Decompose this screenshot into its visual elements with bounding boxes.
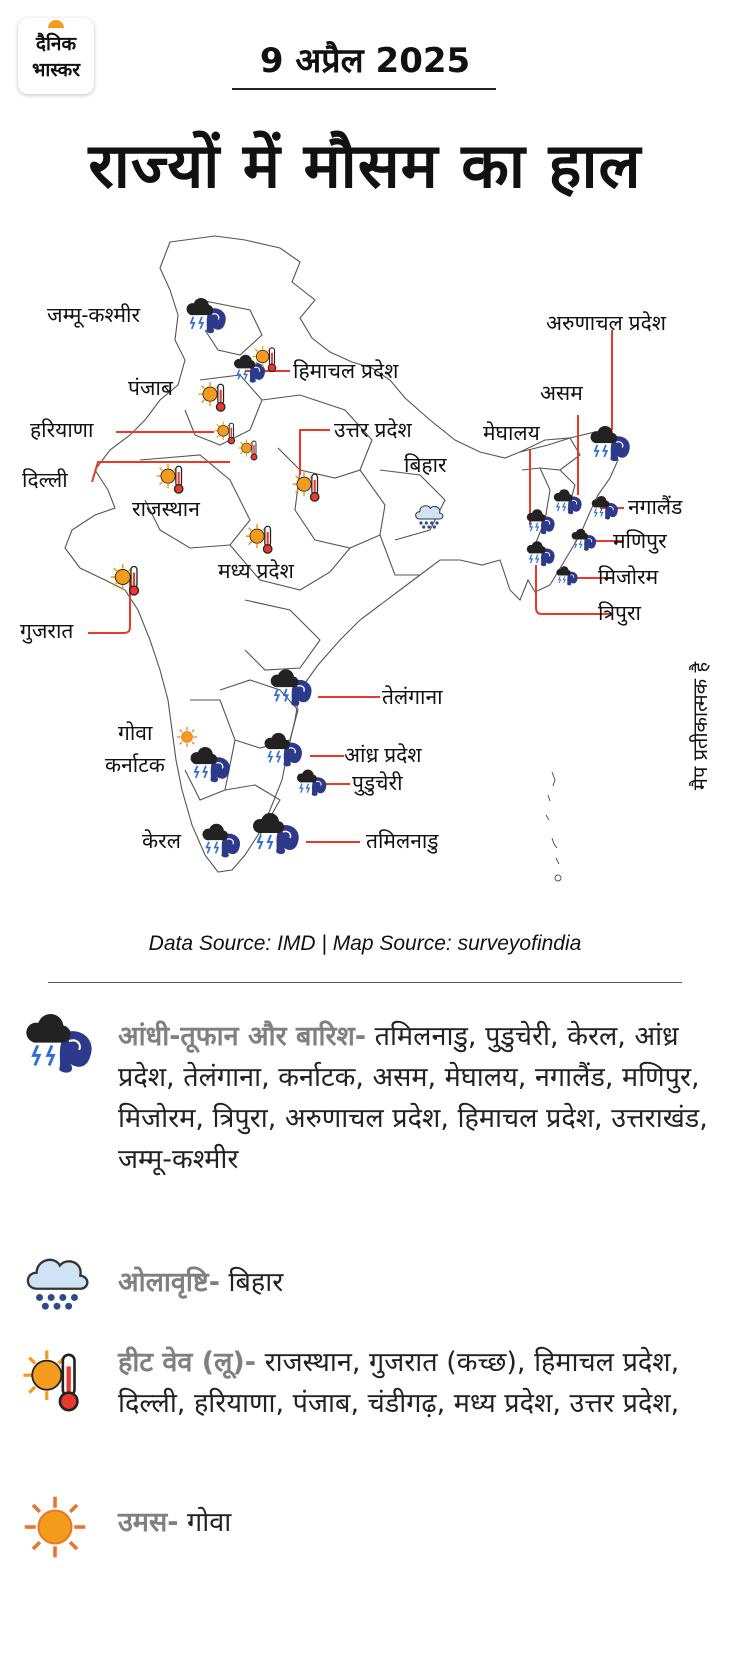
label-mizoram: मिजोरम (598, 566, 659, 589)
legend-hail-title: ओलावृष्टि- (118, 1267, 220, 1298)
label-kerala: केरल (142, 830, 181, 853)
label-tripura: त्रिपुरा (598, 602, 641, 625)
legend-hail (118, 1262, 708, 1303)
storm-icon (22, 1012, 102, 1076)
label-up: उत्तर प्रदेश (334, 419, 412, 442)
storm-icon (253, 813, 299, 854)
legend-hail-states: बिहार (228, 1267, 284, 1298)
heat-icon (22, 1344, 92, 1418)
islands (546, 772, 561, 881)
hail-icon (22, 1248, 92, 1312)
heat-icon (157, 464, 183, 493)
legend-heat-title: हीट वेव (लू)- (118, 1347, 256, 1378)
sun-icon (22, 1494, 88, 1560)
date: 9 अप्रैल 2025 (259, 41, 471, 81)
label-goa: गोवा (118, 722, 153, 745)
storm-icon (265, 733, 302, 767)
legend-storm-title: आंधी-तूफान और बारिश- (118, 1021, 367, 1052)
dainik-bhaskar-logo (18, 18, 94, 94)
legend-storm (118, 1016, 708, 1180)
legend-storm-states: तमिलनाडु, पुडुचेरी, केरल, आंध्र प्रदेश, तेलंगाना, कर्नाटक, असम, मेघालय, नगालैंड, मणिपुर, मिजोरम, त्रिपुरा, अरुणाचल प्रदेश, हिमाचल प्रदेश, उत्तराखंड, जम्मू-कश्मीर (118, 1021, 708, 1175)
label-bihar: बिहार (404, 454, 447, 477)
sun-icon (177, 727, 197, 747)
heat-icon (246, 524, 272, 553)
label-karnataka: कर्नाटक (105, 754, 165, 777)
label-puducherry: पुडुचेरी (352, 772, 403, 795)
label-assam: असम (540, 382, 583, 405)
storm-icon (527, 541, 555, 566)
storm-icon (187, 298, 226, 333)
map-disclaimer: मैप प्रतीकात्मक है (688, 661, 712, 790)
legend-heat-states: राजस्थान, गुजरात (कच्छ), हिमाचल प्रदेश, दिल्ली, हरियाणा, पंजाब, चंडीगढ़, मध्य प्रदेश, उत्तर प्रदेश, (118, 1347, 680, 1419)
storm-icon (572, 529, 597, 551)
india-weather-map (0, 225, 730, 905)
legend-humid (118, 1502, 708, 1543)
label-nagaland: नगालैंड (628, 496, 683, 519)
label-ap: आंध्र प्रदेश (344, 744, 422, 767)
heat-icon (215, 422, 235, 444)
logo-sun-icon (48, 20, 64, 28)
divider (48, 982, 682, 983)
label-hp: हिमाचल प्रदेश (293, 360, 399, 383)
label-delhi: दिल्ली (22, 469, 68, 492)
label-mp: मध्य प्रदेश (218, 560, 294, 583)
storm-icon (191, 747, 230, 782)
storm-icon (556, 566, 577, 585)
label-meghalaya: मेघालय (483, 422, 540, 445)
storm-icon (297, 770, 326, 796)
logo-line1: दैनिक (35, 33, 77, 55)
heat-icon (239, 440, 258, 461)
label-manipur: मणिपुर (613, 530, 667, 553)
label-punjab: पंजाब (128, 377, 173, 400)
label-jk: जम्मू-कश्मीर (47, 304, 141, 327)
storm-icon (271, 669, 312, 706)
logo-line2: भास्कर (31, 59, 81, 81)
data-source: Data Source: IMD | Map Source: surveyofindia (148, 932, 582, 955)
heat-icon (199, 382, 225, 411)
legend-humid-title: उमस- (118, 1507, 179, 1538)
label-arunachal: अरुणाचल प्रदेश (546, 312, 667, 335)
legend-heat (118, 1342, 708, 1424)
hail-icon (416, 506, 443, 529)
page-title: राज्यों में मौसम का हाल (88, 129, 642, 202)
date-underline (232, 88, 496, 90)
storm-icon (591, 426, 630, 461)
storm-icon (202, 824, 240, 858)
legend-humid-states: गोवा (187, 1507, 232, 1538)
label-tn: तमिलनाडु (366, 830, 439, 853)
label-gujarat: गुजरात (20, 620, 74, 643)
label-rajasthan: राजस्थान (132, 498, 200, 521)
label-haryana: हरियाणा (30, 419, 94, 442)
label-telangana: तेलंगाना (382, 686, 443, 709)
